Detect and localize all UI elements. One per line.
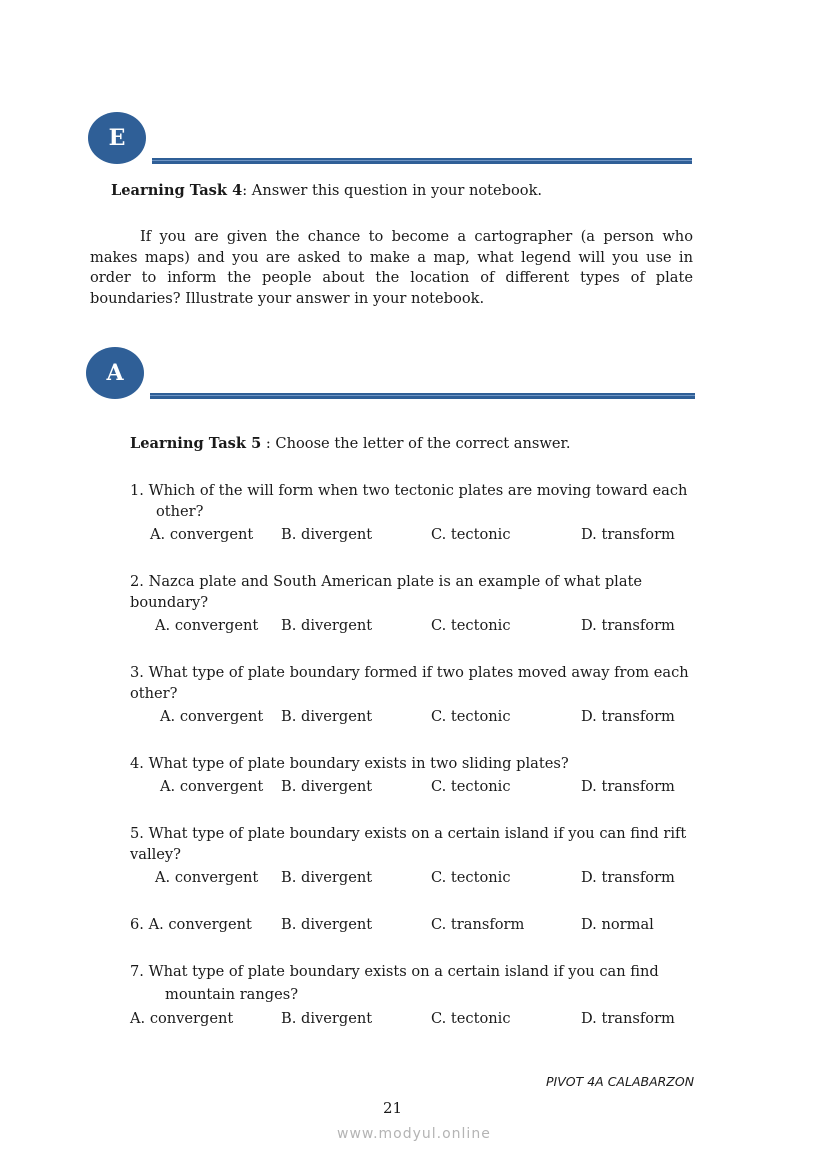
question-2-option-b: B. divergent (281, 617, 373, 634)
question-2-line-2: boundary? (130, 594, 209, 611)
question-5-option-a: A. convergent (155, 869, 259, 886)
question-4-line-1: 4. What type of plate boundary exists in two sliding plates? (130, 755, 569, 772)
question-3-option-c: C. tectonic (431, 708, 511, 725)
question-7-line-2: mountain ranges? (165, 986, 299, 1003)
question-3-option-a: A. convergent (160, 708, 264, 725)
section-a-badge: A (86, 347, 144, 399)
question-5-line-1: 5. What type of plate boundary exists on a certain island if you can find rift (130, 825, 687, 842)
section-a-rule (150, 393, 695, 399)
question-5-line-2: valley? (130, 846, 181, 863)
question-3-line-1: 3. What type of plate boundary formed if two plates moved away from each (130, 664, 689, 681)
learning-task-4-instruction: : Answer this question in your notebook. (242, 182, 543, 199)
learning-task-4-heading (111, 180, 542, 201)
question-7-option-d: D. transform (581, 1010, 675, 1027)
question-6-option-c: C. transform (431, 916, 525, 933)
question-4-option-d: D. transform (581, 778, 675, 795)
question-7-line-1: 7. What type of plate boundary exists on a certain island if you can find (130, 963, 659, 980)
question-5-option-b: B. divergent (281, 869, 373, 886)
question-3-option-d: D. transform (581, 708, 675, 725)
question-2-line-1: 2. Nazca plate and South American plate is an example of what plate (130, 573, 643, 590)
question-4-option-c: C. tectonic (431, 778, 511, 795)
question-3-line-2: other? (130, 685, 178, 702)
question-5-option-c: C. tectonic (431, 869, 511, 886)
question-1-option-c: C. tectonic (431, 526, 511, 543)
question-1-option-b: B. divergent (281, 526, 373, 543)
question-1-option-a: A. convergent (150, 526, 254, 543)
question-5-option-d: D. transform (581, 869, 675, 886)
learning-task-5-label: Learning Task 5 (130, 435, 262, 452)
question-4-option-a: A. convergent (160, 778, 264, 795)
question-7-option-a: A. convergent (130, 1010, 234, 1027)
learning-task-4-paragraph: If you are given the chance to become a cartographer (a person who makes maps) and you are asked to make a map, what legend will you use in order to inform the people about the location of different types of plate boundaries? Illustrate your answer in your notebook. (90, 228, 693, 307)
question-4-option-b: B. divergent (281, 778, 373, 795)
question-2-option-a: A. convergent (155, 617, 259, 634)
section-e-rule (152, 158, 692, 164)
question-1-option-d: D. transform (581, 526, 675, 543)
series-footer: PIVOT 4A CALABARZON (546, 1074, 695, 1089)
question-2-option-d: D. transform (581, 617, 675, 634)
question-1-line-1: 1. Which of the will form when two tectonic plates are moving toward each (130, 482, 688, 499)
question-6-option-b: B. divergent (281, 916, 373, 933)
question-7-option-c: C. tectonic (431, 1010, 511, 1027)
question-1-line-2: other? (156, 503, 204, 520)
question-3-option-b: B. divergent (281, 708, 373, 725)
learning-task-5-instruction: : Choose the letter of the correct answer. (261, 435, 571, 452)
question-6-option-d: D. normal (581, 916, 654, 933)
watermark: www.modyul.online (337, 1126, 491, 1142)
learning-task-5-heading (130, 433, 570, 454)
section-e-badge: E (88, 112, 146, 164)
page-number: 21 (383, 1099, 403, 1117)
question-6-option-a: 6. A. convergent (130, 916, 252, 933)
learning-task-4-label: Learning Task 4 (111, 182, 243, 199)
question-7-option-b: B. divergent (281, 1010, 373, 1027)
question-2-option-c: C. tectonic (431, 617, 511, 634)
